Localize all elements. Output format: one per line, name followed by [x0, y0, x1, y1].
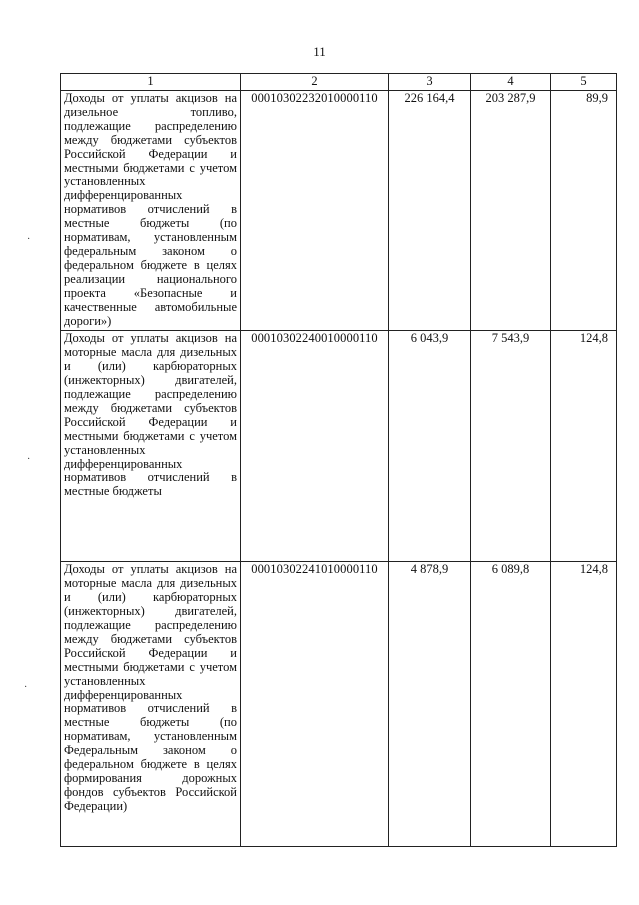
row-description: Доходы от уплаты акцизов на моторные масла для дизельных и (или) карбюраторных (инжекторных) двигателей, подлежащие распределению между бюджетами субъектов Российской Федерации и местными бюджетами с учетом установленных дифференцированных нормативов отчислений в местные бюджеты (по нормативам, установленным Федеральным законом о федеральном бюджете в целях формирования дорожных фондов субъектов Российской Федерации): [61, 562, 241, 847]
column-header-4: 4: [471, 74, 551, 91]
row-value-col4: 7 543,9: [471, 331, 551, 562]
scan-dot-mark: ·: [27, 454, 31, 465]
table-header-row: [61, 74, 617, 91]
row-budget-code: 00010302240010000110: [241, 331, 389, 562]
row-value-col4: 203 287,9: [471, 91, 551, 331]
column-header-2: 2: [241, 74, 389, 91]
column-header-5: 5: [551, 74, 617, 91]
row-value-col3: 4 878,9: [389, 562, 471, 847]
row-budget-code: 00010302241010000110: [241, 562, 389, 847]
column-header-1: 1: [61, 74, 241, 91]
column-header-3: 3: [389, 74, 471, 91]
row-budget-code: 00010302232010000110: [241, 91, 389, 331]
page-number: 11: [313, 44, 326, 59]
row-value-col5: 124,8: [551, 331, 617, 562]
scan-dot-mark: ·: [27, 234, 31, 245]
row-value-col3: 226 164,4: [389, 91, 471, 331]
row-value-col5: 124,8: [551, 562, 617, 847]
revenue-table: [60, 73, 617, 847]
scan-dot-mark: ·: [24, 682, 28, 693]
table-row: [61, 331, 617, 562]
row-value-col5: 89,9: [551, 91, 617, 331]
table-row: [61, 91, 617, 331]
row-description: Доходы от уплаты акцизов на дизельное топливо, подлежащие распределению между бюджетами субъектов Российской Федерации и местными бюджетами с учетом установленных дифференцированных нормативов отчислений в местные бюджеты (по нормативам, установленным федеральным законом о федеральном бюджете в целях реализации национального проекта «Безопасные и качественные автомобильные дороги»): [61, 91, 241, 331]
row-description: Доходы от уплаты акцизов на моторные масла для дизельных и (или) карбюраторных (инжекторных) двигателей, подлежащие распределению между бюджетами субъектов Российской Федерации и местными бюджетами с учетом установленных дифференцированных нормативов отчислений в местные бюджеты: [61, 331, 241, 562]
row-value-col4: 6 089,8: [471, 562, 551, 847]
row-value-col3: 6 043,9: [389, 331, 471, 562]
table-row: [61, 562, 617, 847]
